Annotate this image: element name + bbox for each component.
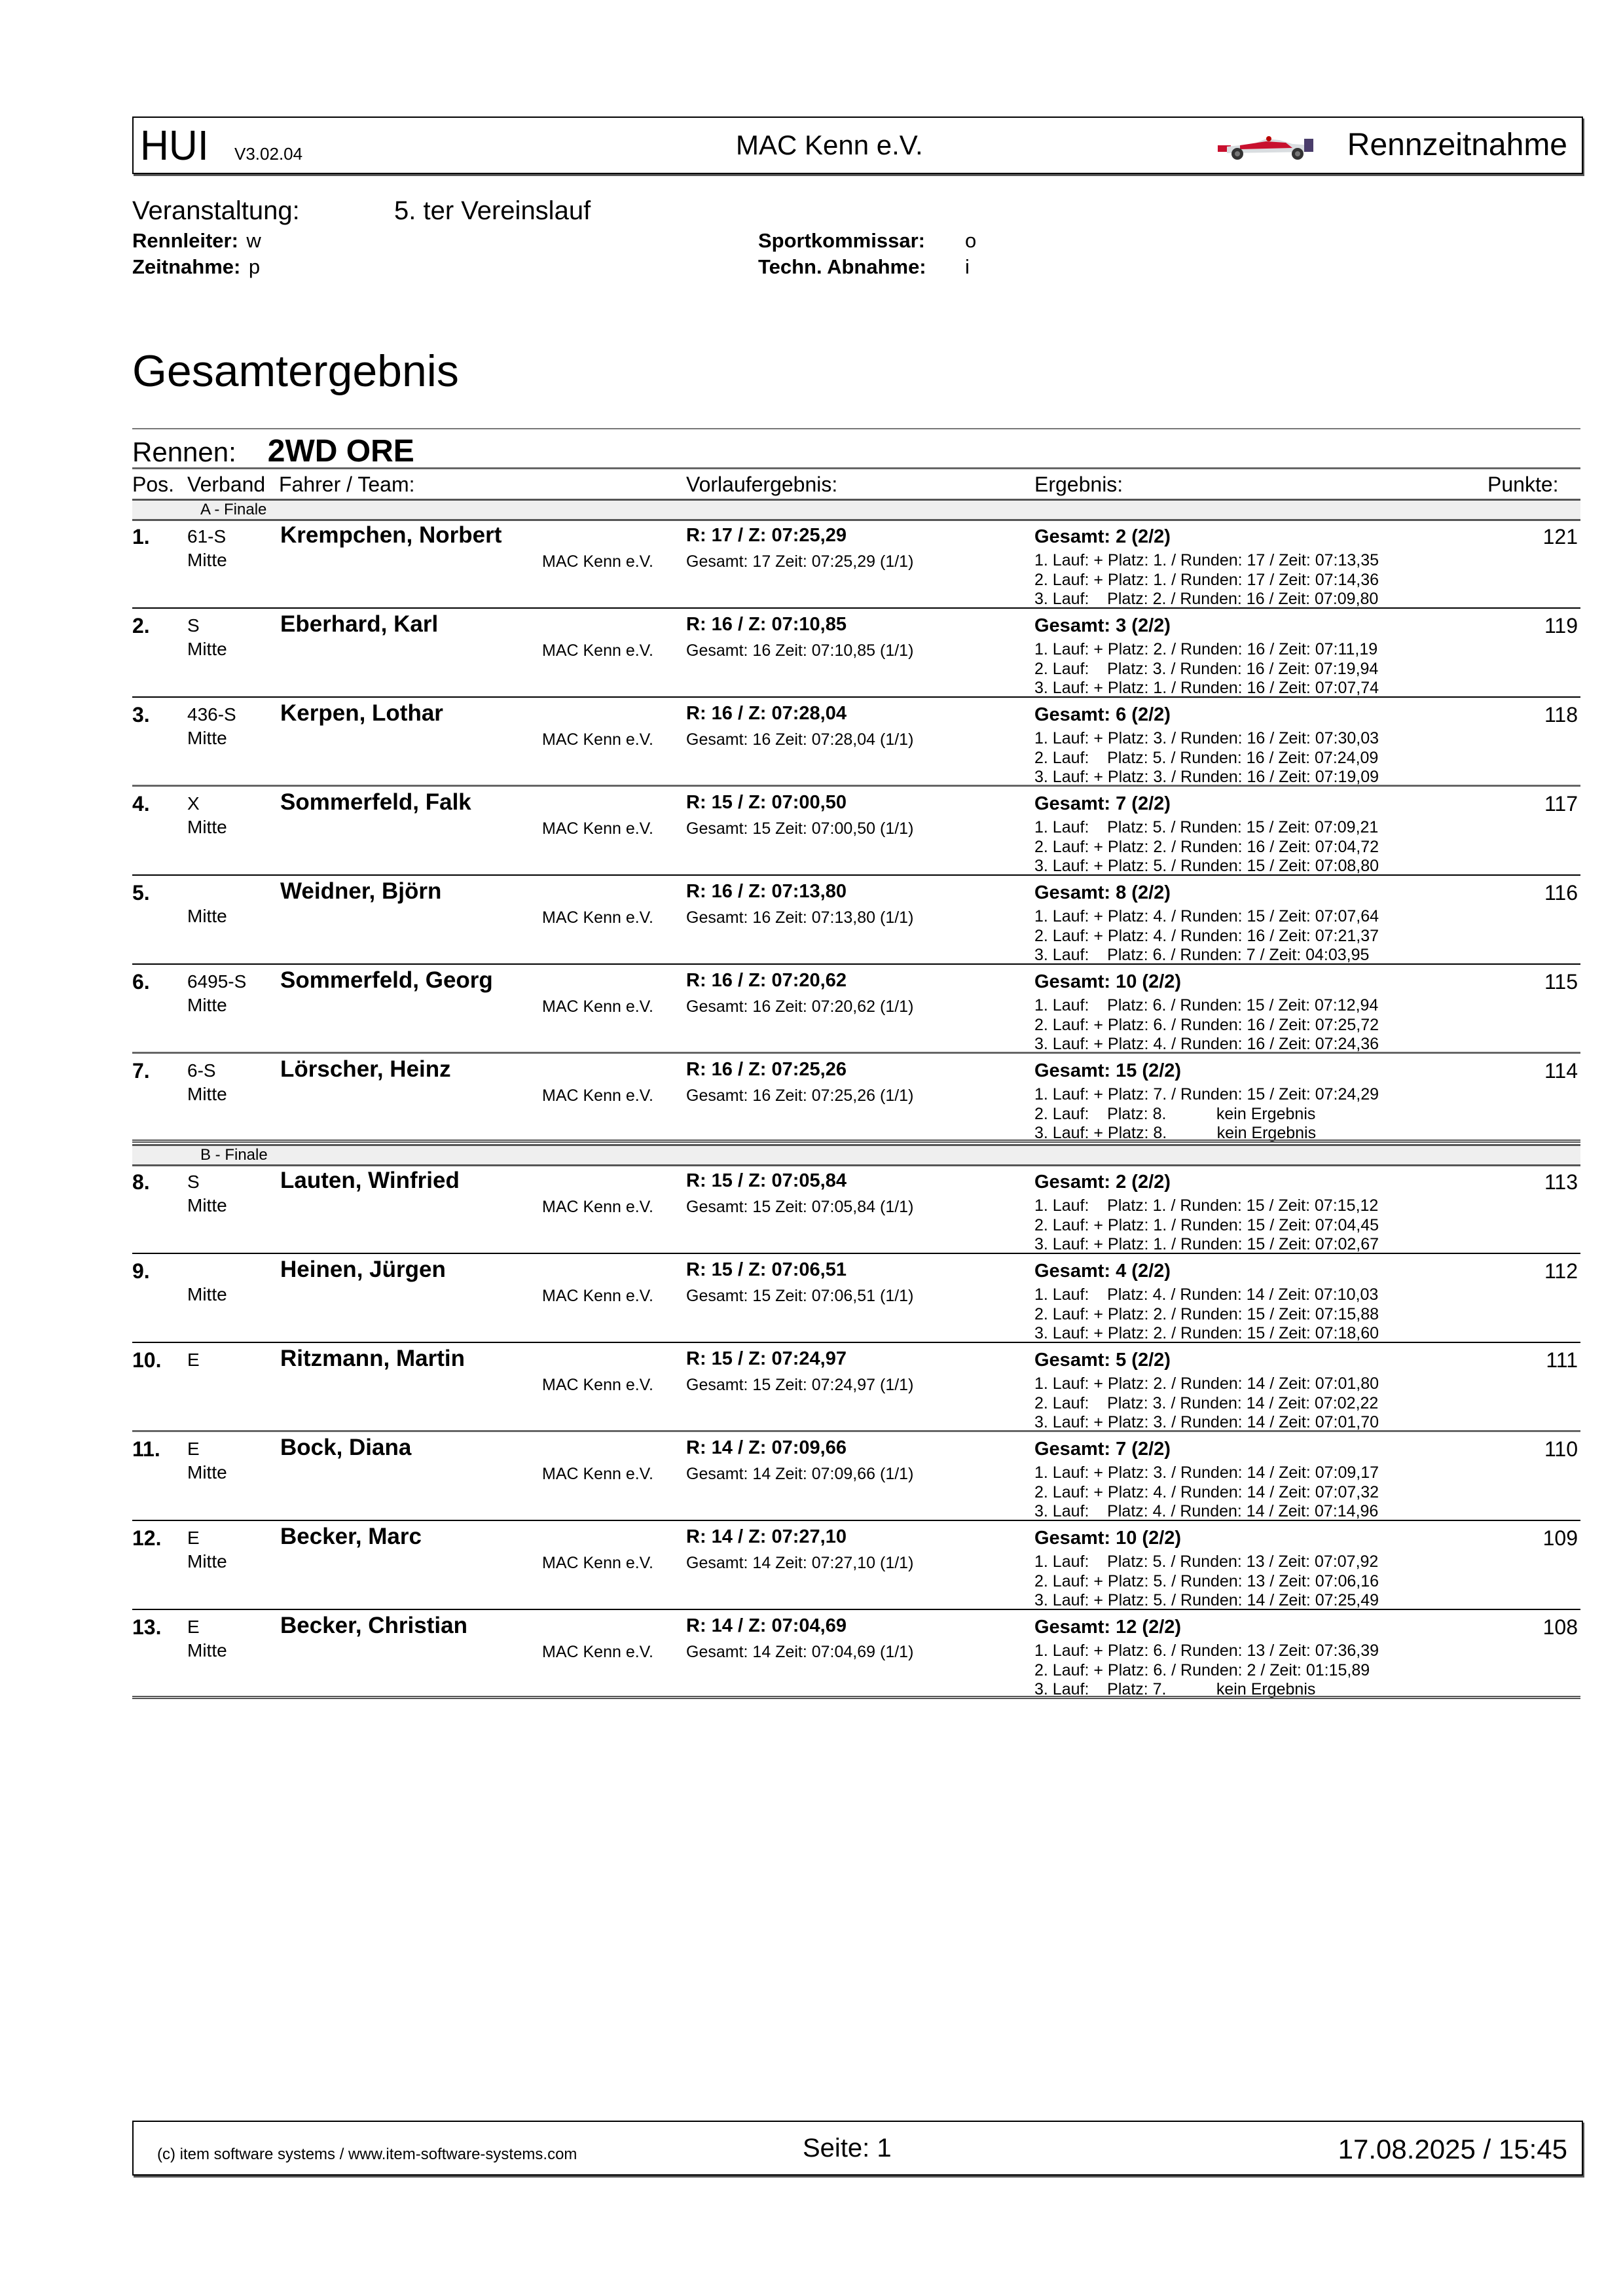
heat-total: Gesamt: 14 Zeit: 07:09,66 (1/1) [686,1465,914,1483]
race-label: Rennen: [132,437,236,467]
run-list [1034,1374,1379,1433]
final-result: Gesamt: 2 (2/2) [1034,1172,1171,1193]
run-result: 2. Lauf: + Platz: 2. / Runden: 16 / Zeit: 07:04,72 [1034,837,1379,856]
run-result: 3. Lauf: Platz: 4. / Runden: 14 / Zeit: 07:14,96 [1034,1502,1379,1520]
col-fahrer: Fahrer / Team: [279,473,415,496]
run-result: 1. Lauf: + Platz: 2. / Runden: 14 / Zeit: 07:01,80 [1034,1374,1379,1393]
points: 108 [1542,1615,1578,1639]
points: 113 [1544,1170,1578,1194]
team-name: MAC Kenn e.V. [542,1376,654,1394]
position: 10. [132,1348,162,1372]
team-name: MAC Kenn e.V. [542,1554,654,1572]
run-list [1034,1085,1379,1143]
run-result: 1. Lauf: + Platz: 7. / Runden: 15 / Zeit: 07:24,29 [1034,1085,1379,1103]
run-list [1034,640,1379,698]
table-row [132,1255,1580,1343]
heat-total: Gesamt: 15 Zeit: 07:06,51 (1/1) [686,1287,914,1305]
driver-name: Lauten, Winfried [280,1168,460,1193]
run-result: 2. Lauf: + Platz: 4. / Runden: 16 / Zeit: 07:21,37 [1034,926,1379,945]
position: 8. [132,1170,150,1194]
run-result: 1. Lauf: Platz: 5. / Runden: 13 / Zeit: 07:07,92 [1034,1552,1379,1571]
run-result: 3. Lauf: + Platz: 1. / Runden: 15 / Zeit: 07:02,67 [1034,1235,1379,1253]
page-number: Seite: 1 [803,2134,892,2162]
run-result: 1. Lauf: Platz: 5. / Runden: 15 / Zeit: 07:09,21 [1034,818,1379,836]
heat-result: R: 15 / Z: 07:00,50 [686,792,847,813]
final-result: Gesamt: 7 (2/2) [1034,1439,1171,1460]
run-result: 1. Lauf: + Platz: 4. / Runden: 15 / Zeit: 07:07,64 [1034,907,1379,925]
points: 119 [1544,614,1578,637]
heat-total: Gesamt: 14 Zeit: 07:04,69 (1/1) [686,1643,914,1661]
final-result: Gesamt: 5 (2/2) [1034,1350,1171,1371]
driver-name: Eberhard, Karl [280,611,439,637]
table-row [132,1055,1580,1143]
final-result: Gesamt: 2 (2/2) [1034,526,1171,547]
heat-result: R: 17 / Z: 07:25,29 [686,525,847,546]
run-result: 2. Lauf: Platz: 3. / Runden: 14 / Zeit: 07:02,22 [1034,1393,1379,1412]
page-title: Gesamtergebnis [132,346,459,396]
heat-total: Gesamt: 16 Zeit: 07:25,26 (1/1) [686,1086,914,1105]
run-result: 3. Lauf: + Platz: 8. kein Ergebnis [1034,1124,1317,1142]
position: 2. [132,614,150,637]
final-result: Gesamt: 12 (2/2) [1034,1617,1182,1638]
driver-name: Weidner, Björn [280,878,442,904]
run-list [1034,551,1379,609]
team-name: MAC Kenn e.V. [542,552,654,571]
run-result: 1. Lauf: Platz: 1. / Runden: 15 / Zeit: 07:15,12 [1034,1196,1379,1215]
heat-total: Gesamt: 16 Zeit: 07:20,62 (1/1) [686,997,914,1016]
sportkommissar-label: Sportkommissar: [758,229,925,252]
heat-result: R: 16 / Z: 07:10,85 [686,614,847,635]
position: 6. [132,970,150,994]
run-result: 3. Lauf: + Platz: 2. / Runden: 15 / Zeit: 07:18,60 [1034,1324,1379,1342]
row-divider [132,874,1580,876]
run-result: 2. Lauf: Platz: 5. / Runden: 16 / Zeit: 07:24,09 [1034,748,1379,767]
run-result: 3. Lauf: Platz: 7. kein Ergebnis [1034,1680,1316,1698]
app-version: V3.02.04 [234,144,303,164]
heat-total: Gesamt: 15 Zeit: 07:00,50 (1/1) [686,819,914,838]
table-row [132,877,1580,965]
print-timestamp: 17.08.2025 / 15:45 [1338,2134,1567,2164]
team-name: MAC Kenn e.V. [542,1287,654,1305]
team-name: MAC Kenn e.V. [542,997,654,1016]
points: 118 [1544,703,1578,726]
veranstaltung-label: Veranstaltung: [132,196,300,225]
run-list [1034,818,1379,876]
team-name: MAC Kenn e.V. [542,730,654,749]
region: Mitte [187,817,227,837]
run-result: 2. Lauf: + Platz: 6. / Runden: 16 / Zeit: 07:25,72 [1034,1015,1379,1034]
table-row [132,1611,1580,1699]
run-list [1034,1552,1379,1611]
rennleiter-value: w [246,229,261,252]
position: 4. [132,792,150,816]
driver-name: Kerpen, Lothar [280,700,443,726]
report-header [132,117,1583,174]
final-result: Gesamt: 6 (2/2) [1034,704,1171,725]
col-ergebnis: Ergebnis: [1034,473,1123,496]
verband: E [187,1617,200,1637]
region: Mitte [187,1284,227,1304]
run-list [1034,907,1379,965]
final-result: Gesamt: 8 (2/2) [1034,882,1171,903]
heat-total: Gesamt: 14 Zeit: 07:27,10 (1/1) [686,1554,914,1572]
points: 111 [1546,1348,1578,1372]
region: Mitte [187,550,227,570]
run-result: 1. Lauf: + Platz: 1. / Runden: 17 / Zeit: 07:13,35 [1034,551,1379,569]
driver-name: Becker, Marc [280,1524,422,1549]
heat-result: R: 14 / Z: 07:09,66 [686,1437,847,1458]
finale-label: A - Finale [200,501,267,518]
verband: E [187,1439,200,1459]
run-result: 1. Lauf: Platz: 6. / Runden: 15 / Zeit: 07:12,94 [1034,996,1379,1014]
run-list [1034,729,1379,787]
run-result: 3. Lauf: + Platz: 1. / Runden: 16 / Zeit: 07:07,74 [1034,679,1379,697]
table-row [132,610,1580,698]
run-result: 2. Lauf: + Platz: 6. / Runden: 2 / Zeit: 01:15,89 [1034,1660,1370,1679]
region: Mitte [187,1195,227,1215]
row-divider [132,1520,1580,1521]
heat-result: R: 15 / Z: 07:24,97 [686,1348,847,1369]
final-result: Gesamt: 15 (2/2) [1034,1060,1182,1081]
heat-result: R: 14 / Z: 07:27,10 [686,1526,847,1547]
report-footer [132,2121,1583,2176]
heat-result: R: 14 / Z: 07:04,69 [686,1615,847,1636]
driver-name: Ritzmann, Martin [280,1346,465,1371]
team-name: MAC Kenn e.V. [542,1086,654,1105]
final-result: Gesamt: 3 (2/2) [1034,615,1171,636]
row-divider [132,1696,1580,1699]
run-result: 3. Lauf: Platz: 2. / Runden: 16 / Zeit: 07:09,80 [1034,590,1379,608]
run-result: 3. Lauf: + Platz: 3. / Runden: 14 / Zeit: 07:01,70 [1034,1413,1379,1431]
points: 114 [1544,1059,1578,1083]
points: 109 [1542,1526,1578,1550]
run-result: 2. Lauf: + Platz: 1. / Runden: 17 / Zeit: 07:14,36 [1034,570,1379,589]
run-list [1034,1463,1379,1522]
abnahme-label: Techn. Abnahme: [758,255,926,278]
run-list [1034,1641,1379,1700]
region: Mitte [187,728,227,748]
team-name: MAC Kenn e.V. [542,908,654,927]
heat-result: R: 15 / Z: 07:05,84 [686,1170,847,1191]
region: Mitte [187,1462,227,1482]
driver-name: Becker, Christian [280,1613,467,1638]
region: Mitte [187,995,227,1015]
row-divider [132,1139,1580,1143]
points: 112 [1544,1259,1578,1283]
heat-total: Gesamt: 16 Zeit: 07:28,04 (1/1) [686,730,914,749]
region: Mitte [187,639,227,659]
app-name: HUI [140,122,209,169]
row-divider [132,785,1580,787]
run-result: 3. Lauf: + Platz: 3. / Runden: 16 / Zeit: 07:19,09 [1034,768,1379,786]
verband: S [187,1172,200,1192]
rennleiter-label: Rennleiter: [132,229,238,252]
run-result: 3. Lauf: + Platz: 4. / Runden: 16 / Zeit: 07:24,36 [1034,1035,1379,1053]
table-row [132,699,1580,787]
row-divider [132,1052,1580,1054]
verband: 6-S [187,1060,216,1081]
run-result: 1. Lauf: + Platz: 3. / Runden: 16 / Zeit: 07:30,03 [1034,729,1379,747]
final-result: Gesamt: 10 (2/2) [1034,971,1182,992]
col-pos: Pos. [132,473,175,496]
position: 3. [132,703,150,726]
run-result: 1. Lauf: + Platz: 2. / Runden: 16 / Zeit: 07:11,19 [1034,640,1378,658]
verband: X [187,793,200,814]
row-divider [132,1609,1580,1610]
driver-name: Krempchen, Norbert [280,522,502,548]
team-name: MAC Kenn e.V. [542,641,654,660]
run-result: 1. Lauf: + Platz: 6. / Runden: 13 / Zeit: 07:36,39 [1034,1641,1379,1660]
run-result: 3. Lauf: Platz: 6. / Runden: 7 / Zeit: 04:03,95 [1034,946,1370,964]
row-divider [132,696,1580,698]
table-row [132,1522,1580,1610]
race-heading [132,433,414,469]
driver-name: Heinen, Jürgen [280,1257,446,1282]
run-result: 2. Lauf: + Platz: 5. / Runden: 13 / Zeit: 07:06,16 [1034,1571,1379,1590]
run-result: 3. Lauf: + Platz: 5. / Runden: 15 / Zeit: 07:08,80 [1034,857,1379,875]
row-divider [132,1342,1580,1343]
run-result: 2. Lauf: + Platz: 1. / Runden: 15 / Zeit: 07:04,45 [1034,1215,1379,1234]
verband: E [187,1350,200,1370]
region: Mitte [187,1640,227,1660]
final-result: Gesamt: 7 (2/2) [1034,793,1171,814]
veranstaltung-value: 5. ter Vereinslauf [394,196,591,225]
run-result: 2. Lauf: Platz: 8. kein Ergebnis [1034,1104,1316,1123]
heat-result: R: 16 / Z: 07:13,80 [686,881,847,902]
zeitnahme-label: Zeitnahme: [132,255,241,278]
row-divider [132,963,1580,965]
team-name: MAC Kenn e.V. [542,1465,654,1483]
team-name: MAC Kenn e.V. [542,1643,654,1661]
heat-total: Gesamt: 15 Zeit: 07:05,84 (1/1) [686,1198,914,1216]
verband: 6495-S [187,971,247,992]
sportkommissar-value: o [965,229,977,252]
finale-band [132,1144,1580,1166]
team-name: MAC Kenn e.V. [542,819,654,838]
row-divider [132,1430,1580,1432]
finale-band [132,499,1580,521]
position: 12. [132,1526,162,1550]
run-result: 1. Lauf: Platz: 4. / Runden: 14 / Zeit: 07:10,03 [1034,1285,1379,1304]
points: 116 [1544,881,1578,905]
position: 13. [132,1615,162,1639]
heat-result: R: 15 / Z: 07:06,51 [686,1259,847,1280]
final-result: Gesamt: 4 (2/2) [1034,1261,1171,1282]
run-result: 3. Lauf: + Platz: 5. / Runden: 14 / Zeit: 07:25,49 [1034,1591,1379,1609]
verband: 61-S [187,526,227,547]
table-row [132,1344,1580,1432]
points: 110 [1544,1437,1578,1461]
driver-name: Lörscher, Heinz [280,1056,451,1082]
table-row [132,788,1580,876]
driver-name: Sommerfeld, Falk [280,789,471,815]
verband: 436-S [187,704,236,725]
finale-label: B - Finale [200,1146,268,1164]
verband: E [187,1528,200,1548]
run-list [1034,1285,1379,1344]
heat-total: Gesamt: 17 Zeit: 07:25,29 (1/1) [686,552,914,571]
driver-name: Bock, Diana [280,1435,412,1460]
brand-label: Rennzeitnahme [1347,128,1567,162]
region: Mitte [187,906,227,926]
zeitnahme-value: p [248,255,261,278]
driver-name: Sommerfeld, Georg [280,967,493,993]
run-list [1034,1196,1379,1255]
position: 9. [132,1259,150,1283]
abnahme-value: i [965,255,970,278]
region: Mitte [187,1084,227,1104]
verband: S [187,615,200,636]
heat-result: R: 16 / Z: 07:25,26 [686,1059,847,1080]
points: 115 [1544,970,1578,994]
final-result: Gesamt: 10 (2/2) [1034,1528,1182,1549]
table-row [132,1433,1580,1521]
position: 7. [132,1059,150,1083]
points: 121 [1542,525,1578,548]
divider [132,428,1580,429]
points: 117 [1544,792,1578,816]
heat-result: R: 16 / Z: 07:28,04 [686,703,847,724]
heat-total: Gesamt: 16 Zeit: 07:13,80 (1/1) [686,908,914,927]
race-car-icon [1214,132,1319,162]
divider [132,467,1580,469]
heat-result: R: 16 / Z: 07:20,62 [686,970,847,991]
race-name: 2WD ORE [267,434,414,469]
table-row [132,966,1580,1054]
col-verband: Verband [187,473,266,496]
col-vorlauf: Vorlaufergebnis: [686,473,838,496]
position: 1. [132,525,150,548]
row-divider [132,1253,1580,1254]
col-punkte: Punkte: [1487,473,1559,496]
run-list [1034,996,1379,1054]
run-result: 1. Lauf: + Platz: 3. / Runden: 14 / Zeit: 07:09,17 [1034,1463,1379,1482]
run-result: 2. Lauf: Platz: 3. / Runden: 16 / Zeit: 07:19,94 [1034,659,1379,678]
row-divider [132,607,1580,609]
club-name: MAC Kenn e.V. [736,130,923,160]
heat-total: Gesamt: 15 Zeit: 07:24,97 (1/1) [686,1376,914,1394]
run-result: 2. Lauf: + Platz: 2. / Runden: 15 / Zeit: 07:15,88 [1034,1304,1379,1323]
run-result: 2. Lauf: + Platz: 4. / Runden: 14 / Zeit: 07:07,32 [1034,1482,1379,1501]
table-row [132,521,1580,609]
table-row [132,1166,1580,1254]
position: 11. [132,1437,160,1461]
team-name: MAC Kenn e.V. [542,1198,654,1216]
copyright-text: (c) item software systems / www.item-software-systems.com [157,2145,577,2163]
region: Mitte [187,1551,227,1571]
position: 5. [132,881,150,905]
heat-total: Gesamt: 16 Zeit: 07:10,85 (1/1) [686,641,914,660]
